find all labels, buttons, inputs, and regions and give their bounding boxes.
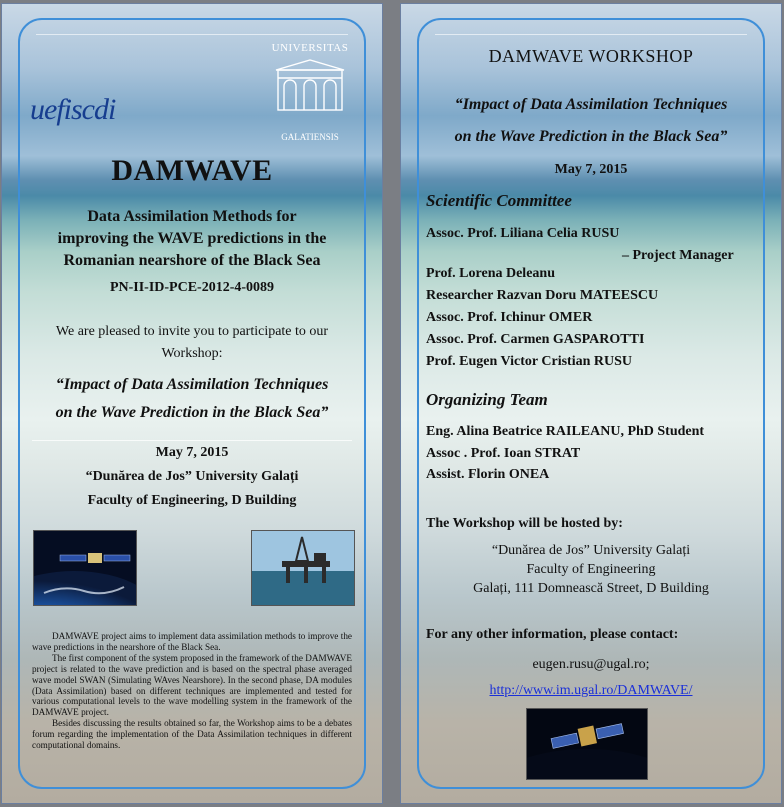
abstract-paragraph: DAMWAVE project aims to implement data assimilation methods to improve the wave predictions in the nearshore of the Black Sea. <box>32 631 352 652</box>
satellite-photo <box>526 708 648 780</box>
university-logo-bottom: GALATIENSIS <box>281 132 339 142</box>
workshop-title-line-2: on the Wave Prediction in the Black Sea” <box>55 404 329 421</box>
workshop-title-line-2: on the Wave Prediction in the Black Sea” <box>454 128 728 145</box>
committee-member: Assoc. Prof. Ichinur OMER <box>426 310 593 325</box>
committee-member: Assoc. Prof. Liliana Celia RUSU <box>426 226 620 241</box>
venue-faculty: Faculty of Engineering, D Building <box>87 493 297 508</box>
host-address: Galați, 111 Domnească Street, D Building <box>473 581 709 596</box>
workshop-url-link[interactable]: http://www.im.ugal.ro/DAMWAVE/ <box>489 683 693 698</box>
committee-member-role: – Project Manager <box>622 248 734 263</box>
event-date: May 7, 2015 <box>155 445 229 460</box>
satellite-earth-photo <box>33 530 137 606</box>
project-title-line-1: Data Assimilation Methods for <box>87 208 297 225</box>
project-title-line-3: Romanian nearshore of the Black Sea <box>63 252 321 269</box>
committee-heading: Scientific Committee <box>426 191 572 210</box>
divider <box>32 440 352 441</box>
committee-member: Prof. Eugen Victor Cristian RUSU <box>426 354 632 369</box>
committee-member: Researcher Razvan Doru MATEESCU <box>426 288 659 303</box>
committee-member: Prof. Lorena Deleanu <box>426 266 555 281</box>
workshop-header: DAMWAVE WORKSHOP <box>488 46 694 66</box>
uefiscdi-logo-text: uefiscdi <box>30 93 116 126</box>
invite-line-1: We are pleased to invite you to participate to our <box>55 324 329 339</box>
project-title-line-2: improving the WAVE predictions in the <box>57 230 327 247</box>
project-abstract <box>32 631 352 751</box>
host-faculty: Faculty of Engineering <box>526 562 656 577</box>
organizing-heading: Organizing Team <box>426 390 548 409</box>
venue-university: “Dunărea de Jos” University Galați <box>85 469 299 484</box>
host-university: “Dunărea de Jos” University Galați <box>491 543 691 558</box>
left-flyer-panel <box>1 3 383 804</box>
committee-member: Assoc. Prof. Carmen GASPAROTTI <box>426 332 645 347</box>
organizing-member: Assoc . Prof. Ioan STRAT <box>426 446 581 461</box>
organizing-member: Eng. Alina Beatrice RAILEANU, PhD Student <box>426 424 705 439</box>
university-logo-top: UNIVERSITAS <box>271 42 349 54</box>
invite-line-2: Workshop: <box>161 346 223 361</box>
contact-email[interactable]: eugen.rusu@ugal.ro; <box>532 657 650 672</box>
abstract-paragraph: The first component of the system proposed in the framework of the DAMWAVE project is related to the wave prediction and is based on the spectral phase averaged wave model SWAN (Simulating WAves Nearshore). In the second phase, DA modules (Data Assimilation) based on different techniques are implemented and tested for various computational levels to the wave modelling system in the framework of the DAMWAVE project. <box>32 652 352 718</box>
workshop-title-line-1: “Impact of Data Assimilation Techniques <box>454 96 728 113</box>
oil-rig-image <box>252 531 355 606</box>
contact-heading: For any other information, please contact: <box>426 627 679 642</box>
hosted-heading: The Workshop will be hosted by: <box>426 516 623 531</box>
abstract-paragraph: Besides discussing the results obtained so far, the Workshop aims to be a debates forum regarding the implementation of the Data Assimilation techniques in different computational domains. <box>32 718 352 751</box>
oil-rig-photo <box>251 530 355 606</box>
organizing-member: Assist. Florin ONEA <box>426 467 550 482</box>
uefiscdi-logo <box>30 90 115 128</box>
university-logo <box>264 42 356 142</box>
university-building-icon <box>270 56 350 116</box>
satellite-earth-image <box>34 531 137 606</box>
event-date: May 7, 2015 <box>554 162 628 177</box>
project-code: PN-II-ID-PCE-2012-4-0089 <box>109 280 275 295</box>
satellite-image <box>527 709 648 780</box>
project-acronym: DAMWAVE <box>111 154 273 187</box>
workshop-title-line-1: “Impact of Data Assimilation Techniques <box>55 376 329 393</box>
